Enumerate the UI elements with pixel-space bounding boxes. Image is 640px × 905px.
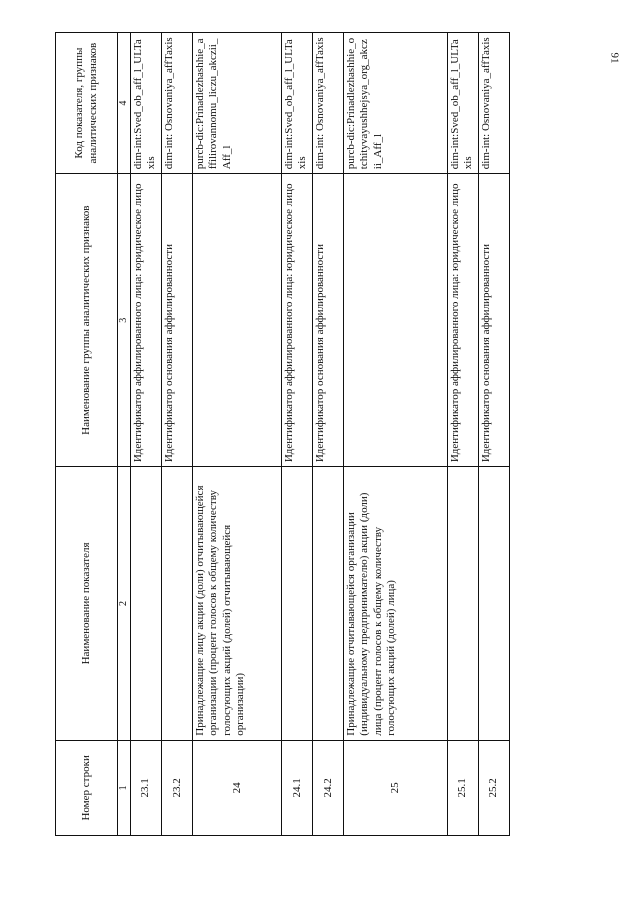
table-row	[162, 33, 193, 836]
row-number: 25	[344, 740, 448, 835]
indicator-code: dim-int:Sved_ob_aff_l_ULTaxis	[131, 33, 162, 174]
row-number: 24.2	[313, 740, 344, 835]
col-number: 2	[118, 467, 131, 741]
col-number: 1	[118, 740, 131, 835]
page-number: 91	[608, 52, 621, 64]
row-number: 23.1	[131, 740, 162, 835]
indicator-name	[478, 467, 509, 741]
indicator-code: dim-int: Osnovaniya_affTaxis	[162, 33, 193, 174]
table-row	[313, 33, 344, 836]
group-name: Идентификатор аффилированного лица: юридическое лицо	[447, 174, 478, 467]
indicator-table	[55, 32, 510, 836]
table-row	[344, 33, 448, 836]
indicator-code: dim-int: Osnovaniya_affTaxis	[478, 33, 509, 174]
indicator-name: Принадлежащие отчитывающейся организации (индивидуальному предпринимателю) акции (доли) лица (процент голосов к общему количеству голосующих акций (долей) лица)	[344, 467, 448, 741]
header-row-number: Номер строки	[56, 740, 118, 835]
indicator-name	[162, 467, 193, 741]
header-code: Код показателя, группы аналитических признаков	[56, 33, 118, 174]
row-number: 25.1	[447, 740, 478, 835]
table-row	[447, 33, 478, 836]
group-name: Идентификатор основания аффилированности	[478, 174, 509, 467]
indicator-name	[313, 467, 344, 741]
rotated-table-container	[55, 32, 510, 836]
indicator-name	[131, 467, 162, 741]
row-number: 25.2	[478, 740, 509, 835]
indicator-code: dim-int: Osnovaniya_affTaxis	[313, 33, 344, 174]
table-row	[193, 33, 282, 836]
row-number: 23.2	[162, 740, 193, 835]
indicator-code: purcb-dic:Prinadlezhashhie_affilirovannomu_liczu_akczii_Aff_l	[193, 33, 282, 174]
indicator-code: dim-int:Sved_ob_aff_l_ULTaxis	[447, 33, 478, 174]
group-name: Идентификатор основания аффилированности	[313, 174, 344, 467]
group-name: Идентификатор аффилированного лица: юридическое лицо	[131, 174, 162, 467]
row-number: 24	[193, 740, 282, 835]
row-number: 24.1	[282, 740, 313, 835]
indicator-code: dim-int:Sved_ob_aff_l_ULTaxis	[282, 33, 313, 174]
table-row	[131, 33, 162, 836]
header-group-name: Наименование группы аналитических признаков	[56, 174, 118, 467]
indicator-name	[282, 467, 313, 741]
table-row	[282, 33, 313, 836]
col-number: 4	[118, 33, 131, 174]
table-row	[478, 33, 509, 836]
group-name	[193, 174, 282, 467]
group-name: Идентификатор основания аффилированности	[162, 174, 193, 467]
group-name	[344, 174, 448, 467]
indicator-name	[447, 467, 478, 741]
indicator-name: Принадлежащие лицу акции (доли) отчитывающейся организации (процент голосов к общему количеству голосующих акций (долей) отчитывающейся организации)	[193, 467, 282, 741]
indicator-code: purcb-dic:Prinadlezhashhie_otchityvayushhejsya_org_akczii_Aff_l	[344, 33, 448, 174]
header-indicator-name: Наименование показателя	[56, 467, 118, 741]
group-name: Идентификатор аффилированного лица: юридическое лицо	[282, 174, 313, 467]
col-number: 3	[118, 174, 131, 467]
